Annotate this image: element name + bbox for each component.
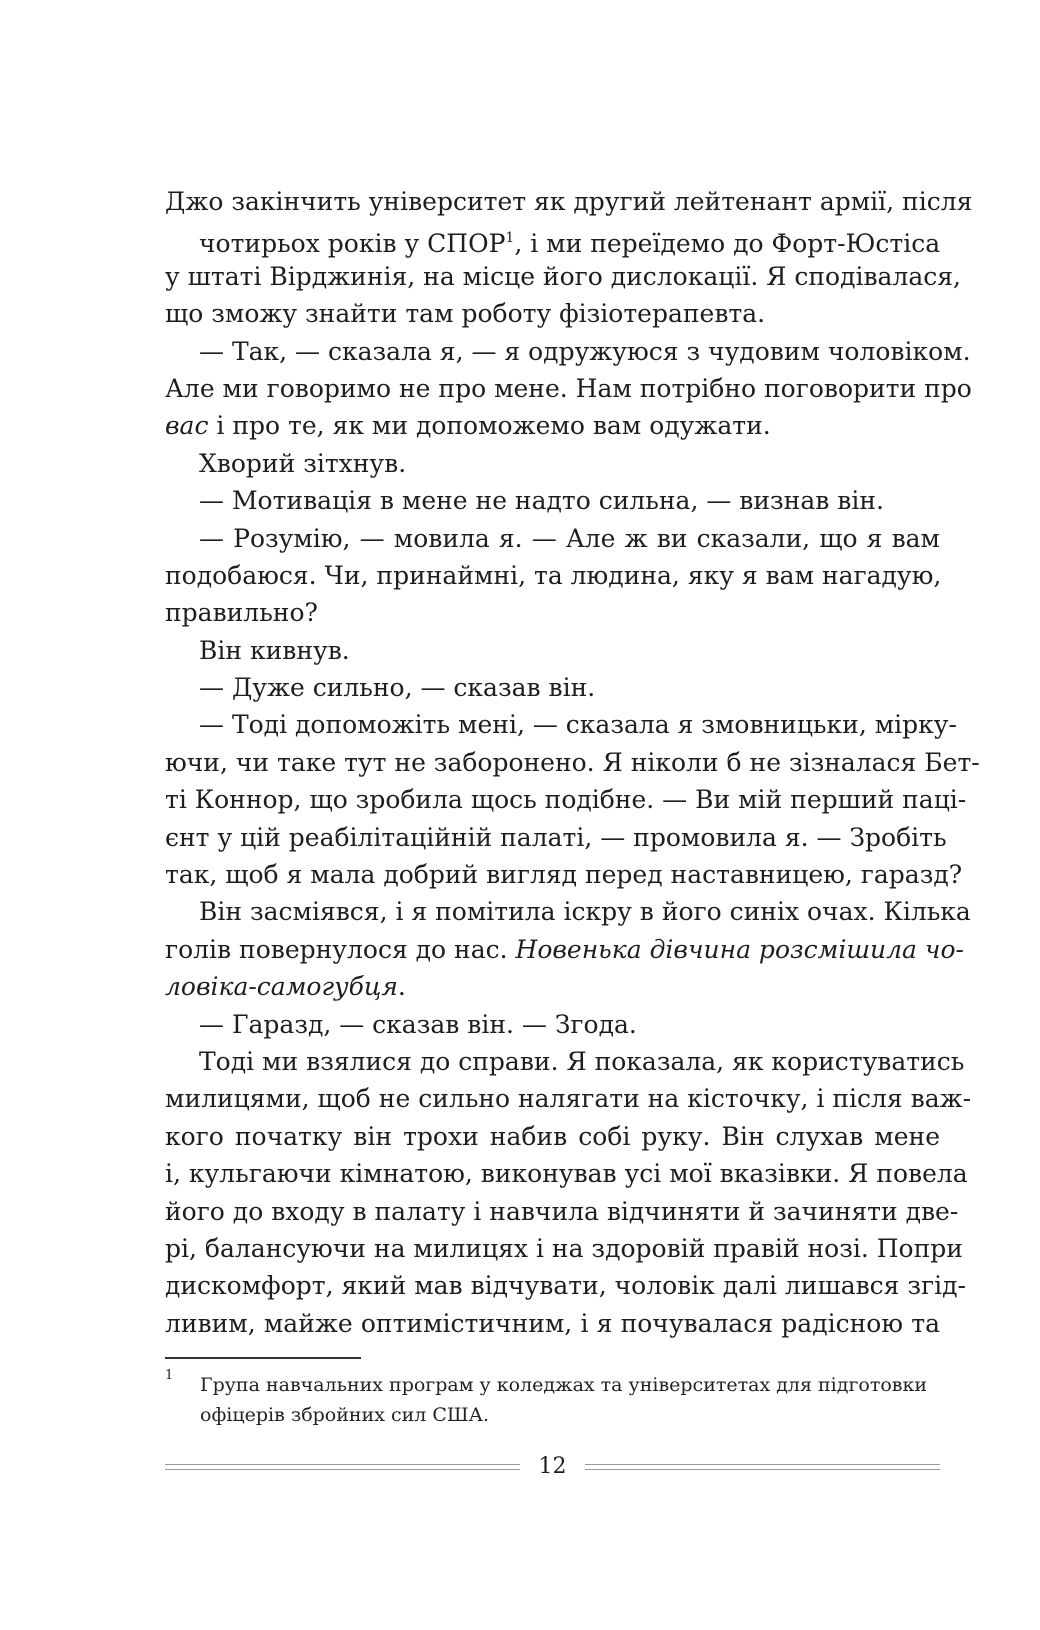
text-segment: голів повернулося до нас. <box>165 934 516 964</box>
text-line: рі, балансуючи на милицях і на здоровій правій нозі. Попри <box>165 1233 963 1263</box>
text-line: ті Коннор, що зробила щось подібне. — Ви мій перший паці- <box>165 785 967 815</box>
text-line: і, кульгаючи кімнатою, виконував усі мої вказівки. Я повела <box>165 1159 968 1189</box>
text-segment: . <box>397 972 406 1002</box>
text-line: Але ми говоримо не про мене. Нам потрібно поговорити про <box>165 373 972 403</box>
text-line: — Тоді допоможіть мені, — сказала я змовницьки, мірку- <box>199 710 957 740</box>
text-segment: і про те, як ми допоможемо вам одужати. <box>208 411 771 441</box>
footnote-ref: 1 <box>505 230 515 247</box>
text-line: дискомфорт, який мав відчувати, чоловік далі лишався згід- <box>165 1271 966 1301</box>
footnote-marker: 1 <box>165 1368 174 1383</box>
text-line <box>165 220 940 257</box>
text-line <box>165 407 940 444</box>
page-footer <box>165 1455 940 1485</box>
text-line <box>165 968 940 1005</box>
text-line: Хворий зітхнув. <box>199 448 407 478</box>
text-line: Він засміявся, і я помітила іскру в його синіх очах. Кілька <box>199 897 971 927</box>
text-line: правильно? <box>165 598 318 628</box>
text-line: подобаюся. Чи, принаймні, та людина, яку я вам нагадую, <box>165 560 942 590</box>
text-line <box>165 931 964 968</box>
italic-segment: вас <box>165 411 209 441</box>
footer-rule-left <box>165 1464 520 1470</box>
text-line: — Дуже сильно, — сказав він. <box>199 673 596 703</box>
text-line: — Мотивація в мене не надто сильна, — визнав він. <box>199 486 884 516</box>
footnote-line: офіцерів збройних сил США. <box>200 1404 490 1426</box>
footnote-divider <box>165 1357 361 1359</box>
text-line: його до входу в палату і навчила відчиняти й зачиняти две- <box>165 1196 959 1226</box>
main-text <box>165 183 980 1342</box>
text-line: Тоді ми взялися до справи. Я показала, як користуватись <box>199 1046 965 1076</box>
text-line: Джо закінчить університет як другий лейтенант армії, після <box>165 187 973 216</box>
text-segment: , і ми переїдемо до Форт-Юстіса <box>514 229 941 259</box>
footnote-text <box>200 1370 940 1430</box>
page-number: 12 <box>538 1454 567 1479</box>
text-line: — Так, — сказала я, — я одружуюся з чудовим чоловіком. <box>199 336 971 366</box>
italic-segment: Новенька дівчина розсмішила чо- <box>515 934 964 964</box>
text-line: у штаті Вірджинія, на місце його дислокації. Я сподівалася, <box>165 261 961 291</box>
text-line: так, щоб я мала добрий вигляд перед наставницею, гаразд? <box>165 860 963 890</box>
footnote-line: Група навчальних програм у коледжах та університетах для підготовки <box>200 1374 928 1396</box>
text-line: що зможу знайти там роботу фізіотерапевта. <box>165 299 766 329</box>
text-line: ючи, чи таке тут не заборонено. Я ніколи б не зізналася Бет- <box>165 747 980 777</box>
text-line: єнт у цій реабілітаційній палаті, — промовила я. — Зробіть <box>165 822 947 852</box>
italic-segment: ловіка-самогубця <box>165 972 398 1002</box>
text-line: ливим, майже оптимістичним, і я почувалася радісною та <box>165 1308 940 1338</box>
text-line: — Гаразд, — сказав він. — Згода. <box>199 1009 637 1039</box>
text-segment: чотирьох років у СПОР <box>199 229 506 259</box>
footer-rule-right <box>585 1464 940 1470</box>
text-line: Він кивнув. <box>199 635 350 665</box>
text-line: милицями, щоб не сильно налягати на кісточку, і після важ- <box>165 1084 972 1114</box>
text-line: кого початку він трохи набив собі руку. Він слухав мене <box>165 1121 940 1151</box>
text-line: — Розумію, — мовила я. — Але ж ви сказали, що я вам <box>199 523 940 553</box>
